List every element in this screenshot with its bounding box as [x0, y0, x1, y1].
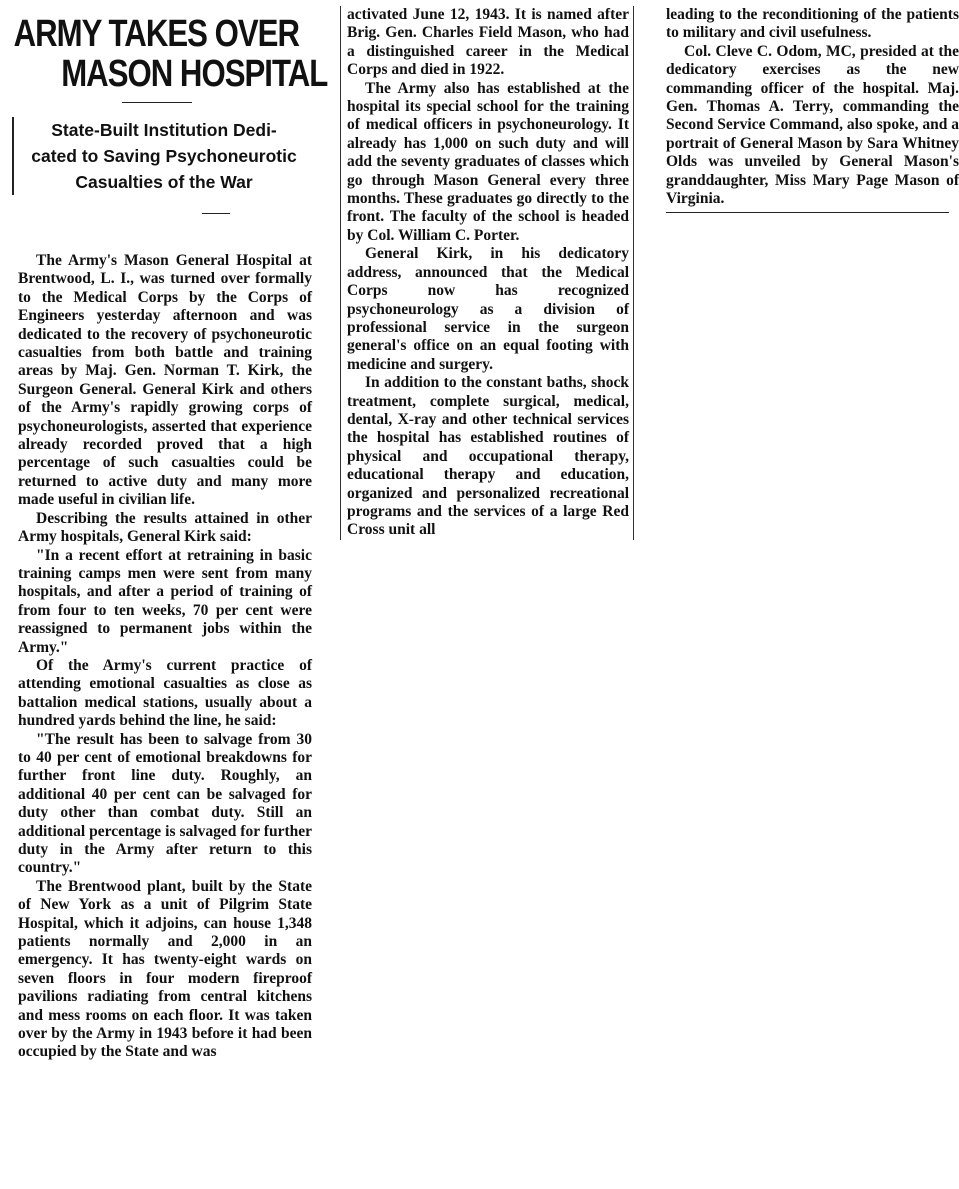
- paragraph: General Kirk, in his dedicatory address, announced that the Medical Corps now has recognized psychoneurology as a division of professional service in the surgeon general's office on an equal footing with medicine and surgery.: [347, 245, 629, 373]
- headline-divider: [122, 102, 192, 103]
- paragraph: The Army also has established at the hospital its special school for the training of medical officers in psychoneurology. It already has 1,000 on such duty and will add the seventy graduates of classes which go through Mason General every three months. These graduates go directly to the front. The faculty of the school is headed by Col. William C. Porter.: [347, 79, 629, 244]
- deck-line-2: cated to Saving Psychoneurotic: [31, 146, 297, 166]
- column-3-body: [666, 6, 959, 208]
- paragraph: Describing the results attained in other Army hospitals, General Kirk said:: [18, 509, 312, 546]
- headline: [12, 13, 328, 95]
- column-1-body: [12, 252, 312, 1062]
- headline-line-2: MASON HOSPITAL: [61, 53, 328, 95]
- column-2-body: [340, 6, 634, 540]
- article-column-3: [666, 0, 959, 213]
- paragraph: "The result has been to salvage from 30 to 40 per cent of emotional breakdowns for further front line duty. Roughly, an additional 40 per cent can be salvaged for duty other than combat duty. Still an additional percentage is salvaged for further duty in the Army after return to this country.": [18, 730, 312, 877]
- deck-line-1: State-Built Institution Dedi-: [51, 120, 277, 140]
- paragraph: The Army's Mason General Hospital at Brentwood, L. I., was turned over formally to the Medical Corps by the Corps of Engineers yesterday afternoon and was dedicated to the recovery of psychoneurotic casualties from both battle and training areas by Maj. Gen. Norman T. Kirk, the Surgeon General. General Kirk and others of the Army's rapidly growing corps of psychoneurologists, asserted that experience already recorded proved that a high percentage of such casualties could be returned to active duty and many more made useful in civilian life.: [18, 252, 312, 509]
- headline-line-1: ARMY TAKES OVER: [13, 13, 299, 55]
- article-column-1: [12, 0, 328, 1062]
- paragraph: In addition to the constant baths, shock treatment, complete surgical, medical, dental, X-ray and other technical services the hospital has established routines of physical and occupational therapy, educational therapy and education, organized and personalized recreational programs and the services of a large Red Cross unit all: [347, 374, 629, 539]
- deck-line-3: Casualties of the War: [75, 172, 253, 192]
- paragraph: Of the Army's current practice of attending emotional casualties as close as battalion medical stations, usually about a hundred yards behind the line, he said:: [18, 656, 312, 730]
- paragraph: "In a recent effort at retraining in basic training camps men were sent from many hospitals, and after a period of training of from four to ten weeks, 70 per cent were reassigned to permanent jobs within the Army.": [18, 546, 312, 656]
- deck-divider: [202, 213, 230, 214]
- paragraph: activated June 12, 1943. It is named after Brig. Gen. Charles Field Mason, who had a distinguished career in the Medical Corps and died in 1922.: [347, 6, 629, 79]
- article-end-rule: [666, 212, 949, 213]
- article-column-2: [340, 0, 634, 540]
- paragraph: The Brentwood plant, built by the State of New York as a unit of Pilgrim State Hospital, which it adjoins, can house 1,348 patients normally and 2,000 in an emergency. It has twenty-eight wards on seven floors in four modern fireproof pavilions radiating from central kitchens and mess rooms on each floor. It was taken over by the Army in 1943 before it had been occupied by the State and was: [18, 877, 312, 1061]
- subheadline-deck: [12, 117, 312, 195]
- paragraph: Col. Cleve C. Odom, MC, presided at the dedicatory exercises as the new commanding officer of the hospital. Maj. Gen. Thomas A. Terry, commanding the Second Service Command, also spoke, and a portrait of General Mason by Sara Whitney Olds was unveiled by General Mason's granddaughter, Miss Mary Page Mason of Virginia.: [666, 42, 959, 208]
- paragraph: leading to the reconditioning of the patients to military and civil usefulness.: [666, 6, 959, 42]
